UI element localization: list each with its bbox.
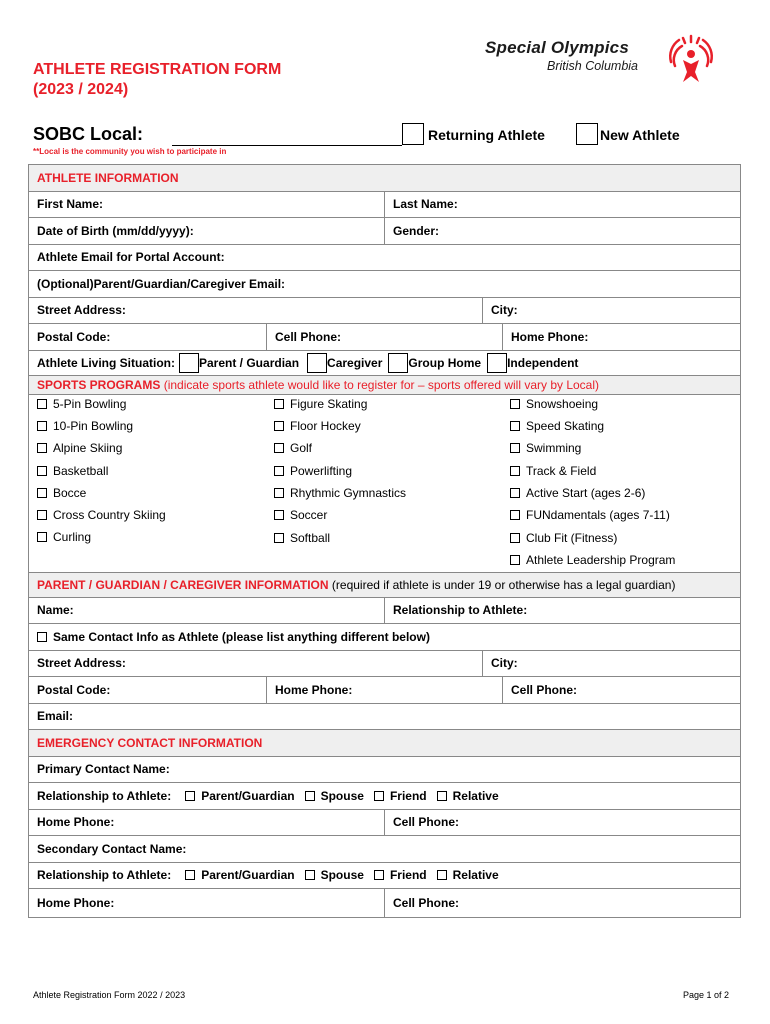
footer-form-name: Athlete Registration Form 2022 / 2023 xyxy=(33,990,186,1000)
sport-option[interactable] xyxy=(274,486,406,500)
independent-label: Independent xyxy=(507,355,579,370)
sport-checkbox[interactable] xyxy=(37,399,47,409)
sport-checkbox[interactable] xyxy=(274,421,284,431)
parent-name-field[interactable]: Name: xyxy=(37,603,74,618)
parent-heading: PARENT / GUARDIAN / CAREGIVER INFORMATION xyxy=(37,577,329,592)
rel-option-label: Spouse xyxy=(320,788,364,803)
sport-label: 5-Pin Bowling xyxy=(53,396,127,411)
sport-option[interactable] xyxy=(274,531,330,545)
new-athlete-checkbox[interactable] xyxy=(576,123,598,145)
sport-option[interactable] xyxy=(510,397,598,411)
relationship-label: Relationship to Athlete: xyxy=(37,868,172,883)
sports-heading-group xyxy=(29,376,599,394)
athlete-info-heading: ATHLETE INFORMATION xyxy=(37,170,179,185)
parent-guardian-checkbox[interactable] xyxy=(185,870,195,880)
parent-street-row xyxy=(29,651,740,678)
sport-option[interactable] xyxy=(274,397,367,411)
primary-relationship-row xyxy=(29,783,740,810)
returning-athlete-checkbox[interactable] xyxy=(402,123,424,145)
sport-checkbox[interactable] xyxy=(510,533,520,543)
parent-phone-row xyxy=(29,677,740,704)
sobc-local-field[interactable] xyxy=(172,145,402,146)
sobc-local-label: SOBC Local: xyxy=(33,124,144,144)
sport-checkbox[interactable] xyxy=(274,443,284,453)
sport-option[interactable] xyxy=(510,486,645,500)
parent-name-row xyxy=(29,598,740,625)
relationship-label: Relationship to Athlete: xyxy=(37,788,172,803)
name-row xyxy=(29,192,740,219)
logo-text-line1: Special Olympics xyxy=(485,38,629,57)
secondary-relationship-row xyxy=(29,863,740,890)
parent-email-row xyxy=(29,271,740,298)
sport-option[interactable] xyxy=(274,441,312,455)
sport-label: Athlete Leadership Program xyxy=(526,552,676,567)
sport-checkbox[interactable] xyxy=(274,399,284,409)
sport-checkbox[interactable] xyxy=(510,421,520,431)
sport-label: Floor Hockey xyxy=(290,418,361,433)
friend-checkbox[interactable] xyxy=(374,870,384,880)
footer-page-number: Page 1 of 2 xyxy=(683,990,730,1000)
relative-checkbox[interactable] xyxy=(437,870,447,880)
street-address-field[interactable]: Street Address: xyxy=(37,303,126,318)
spouse-checkbox[interactable] xyxy=(305,870,315,880)
sport-checkbox[interactable] xyxy=(37,532,47,542)
form-title-line1: ATHLETE REGISTRATION FORM xyxy=(33,61,282,78)
sport-option[interactable] xyxy=(37,441,122,455)
parent-info-header xyxy=(29,573,740,598)
sport-checkbox[interactable] xyxy=(510,399,520,409)
parent-email-field-2[interactable]: Email: xyxy=(37,709,74,724)
secondary-phone-row xyxy=(29,889,740,917)
sports-column-3 xyxy=(502,395,742,572)
athlete-info-header xyxy=(29,165,740,192)
parent-guardian-label: Parent / Guardian xyxy=(199,355,300,370)
sports-heading: SPORTS PROGRAMS xyxy=(37,377,161,392)
parent-email-field[interactable]: (Optional)Parent/Guardian/Caregiver Email: xyxy=(37,276,286,291)
primary-home-phone-field[interactable]: Home Phone: xyxy=(37,815,115,830)
form-title xyxy=(33,60,281,100)
email-row xyxy=(29,245,740,272)
same-contact-label: Same Contact Info as Athlete (please list anything different below) xyxy=(53,629,430,644)
group-home-checkbox[interactable] xyxy=(388,353,408,373)
street-row xyxy=(29,298,740,325)
living-situation-label: Athlete Living Situation: xyxy=(37,355,175,370)
sport-checkbox[interactable] xyxy=(510,466,520,476)
parent-postal-field[interactable]: Postal Code: xyxy=(37,682,111,697)
rel-option-label: Friend xyxy=(389,788,427,803)
sports-grid xyxy=(29,395,740,573)
sport-label: Snowshoeing xyxy=(526,396,599,411)
primary-contact-row xyxy=(29,757,740,784)
rel-option-label: Parent/Guardian xyxy=(201,788,295,803)
sport-checkbox[interactable] xyxy=(37,443,47,453)
sport-checkbox[interactable] xyxy=(274,466,284,476)
friend-checkbox[interactable] xyxy=(374,791,384,801)
parent-note: (required if athlete is under 19 or otherwise has a legal guardian) xyxy=(331,577,676,592)
sport-option[interactable] xyxy=(510,464,596,478)
sport-option[interactable] xyxy=(510,419,604,433)
same-contact-option[interactable] xyxy=(29,624,430,650)
sport-label: Powerlifting xyxy=(290,463,353,478)
sport-checkbox[interactable] xyxy=(510,443,520,453)
sport-label: Swimming xyxy=(526,440,582,455)
last-name-field[interactable]: Last Name: xyxy=(384,192,742,218)
parent-city-field[interactable]: City: xyxy=(482,651,742,677)
sport-option[interactable] xyxy=(510,553,675,567)
sport-checkbox[interactable] xyxy=(274,488,284,498)
sport-option[interactable] xyxy=(37,530,91,544)
home-phone-field[interactable]: Home Phone: xyxy=(502,324,742,350)
living-situation-row xyxy=(29,351,740,376)
primary-cell-phone-field[interactable]: Cell Phone: xyxy=(384,810,742,836)
sport-checkbox[interactable] xyxy=(510,488,520,498)
sport-option[interactable] xyxy=(37,508,166,522)
parent-home-phone-field[interactable]: Home Phone: xyxy=(266,677,502,703)
emergency-heading: EMERGENCY CONTACT INFORMATION xyxy=(37,735,263,750)
registration-form-table xyxy=(28,164,741,918)
phone-row xyxy=(29,324,740,351)
sport-option[interactable] xyxy=(510,441,581,455)
cell-phone-field[interactable]: Cell Phone: xyxy=(266,324,502,350)
sport-label: Track & Field xyxy=(526,463,597,478)
sport-label: Speed Skating xyxy=(526,418,605,433)
city-field[interactable]: City: xyxy=(482,298,742,324)
sport-checkbox[interactable] xyxy=(37,510,47,520)
sport-label: FUNdamentals (ages 7-11) xyxy=(526,507,670,522)
sport-label: Club Fit (Fitness) xyxy=(526,530,618,545)
parent-cell-phone-field[interactable]: Cell Phone: xyxy=(502,677,742,703)
sport-option[interactable] xyxy=(37,486,86,500)
parent-email-row xyxy=(29,704,740,731)
sport-label: Soccer xyxy=(290,507,328,522)
secondary-home-phone-field[interactable]: Home Phone: xyxy=(37,896,115,910)
logo-text-line2: British Columbia xyxy=(547,59,639,73)
emergency-header xyxy=(29,730,740,757)
first-name-field[interactable]: First Name: xyxy=(37,197,104,212)
sports-header xyxy=(29,376,740,395)
sport-label: Bocce xyxy=(53,485,87,500)
sport-label: Golf xyxy=(290,440,313,455)
primary-contact-field[interactable]: Primary Contact Name: xyxy=(37,762,170,777)
rel-option-label: Parent/Guardian xyxy=(201,868,295,883)
caregiver-checkbox[interactable] xyxy=(307,353,327,373)
sports-column-1 xyxy=(29,395,266,572)
sport-label: Active Start (ages 2-6) xyxy=(526,485,646,500)
same-contact-row xyxy=(29,624,740,651)
living-situation-group xyxy=(29,351,578,375)
same-contact-checkbox[interactable] xyxy=(37,632,47,642)
sport-option[interactable] xyxy=(37,464,108,478)
special-olympics-logo xyxy=(485,32,717,88)
sport-checkbox[interactable] xyxy=(510,555,520,565)
sport-label: Curling xyxy=(53,529,92,544)
returning-athlete-label: Returning Athlete xyxy=(428,127,545,143)
gender-field[interactable]: Gender: xyxy=(384,218,742,244)
sport-option[interactable] xyxy=(37,397,126,411)
dob-row xyxy=(29,218,740,245)
rel-option-label: Relative xyxy=(452,868,499,883)
parent-heading-group xyxy=(29,573,675,597)
sports-note: (indicate sports athlete would like to register for – sports offered will vary by Local) xyxy=(163,377,600,392)
postal-code-field[interactable]: Postal Code: xyxy=(37,329,111,344)
sport-checkbox[interactable] xyxy=(274,510,284,520)
new-athlete-label: New Athlete xyxy=(600,127,680,143)
rel-option-label: Spouse xyxy=(320,868,364,883)
sport-checkbox[interactable] xyxy=(510,510,520,520)
sport-option[interactable] xyxy=(274,464,352,478)
primary-relationship-group xyxy=(29,783,499,809)
secondary-contact-row xyxy=(29,836,740,863)
sport-checkbox[interactable] xyxy=(37,488,47,498)
sport-label: Alpine Skiing xyxy=(53,440,123,455)
rel-option-label: Friend xyxy=(389,868,427,883)
form-title-line2: (2023 / 2024) xyxy=(33,81,129,98)
sport-label: Cross Country Skiing xyxy=(53,507,166,522)
sport-checkbox[interactable] xyxy=(37,421,47,431)
spouse-checkbox[interactable] xyxy=(305,791,315,801)
group-home-label: Group Home xyxy=(408,355,482,370)
sport-option[interactable] xyxy=(274,419,361,433)
dob-field[interactable]: Date of Birth (mm/dd/yyyy): xyxy=(37,223,194,238)
primary-phone-row xyxy=(29,810,740,837)
secondary-cell-phone-field[interactable]: Cell Phone: xyxy=(384,889,742,917)
sport-label: Basketball xyxy=(53,463,109,478)
sport-option[interactable] xyxy=(510,508,670,522)
logo-figure-icon xyxy=(665,32,717,88)
parent-relationship-field[interactable]: Relationship to Athlete: xyxy=(384,598,742,624)
parent-guardian-checkbox[interactable] xyxy=(185,791,195,801)
rel-option-label: Relative xyxy=(452,788,499,803)
caregiver-label: Caregiver xyxy=(327,355,383,370)
sport-label: Figure Skating xyxy=(290,396,368,411)
parent-guardian-checkbox[interactable] xyxy=(179,353,199,373)
independent-checkbox[interactable] xyxy=(487,353,507,373)
sports-column-2 xyxy=(266,395,502,572)
sport-checkbox[interactable] xyxy=(37,466,47,476)
sport-option[interactable] xyxy=(274,508,327,522)
sport-option[interactable] xyxy=(37,419,133,433)
sport-checkbox[interactable] xyxy=(274,533,284,543)
relative-checkbox[interactable] xyxy=(437,791,447,801)
secondary-contact-field[interactable]: Secondary Contact Name: xyxy=(37,841,187,856)
sport-label: 10-Pin Bowling xyxy=(53,418,134,433)
secondary-relationship-group xyxy=(29,863,499,889)
local-note: **Local is the community you wish to participate in xyxy=(33,147,227,156)
sport-option[interactable] xyxy=(510,531,617,545)
sport-label: Rhythmic Gymnastics xyxy=(290,485,407,500)
sport-label: Softball xyxy=(290,530,331,545)
athlete-email-field[interactable]: Athlete Email for Portal Account: xyxy=(37,250,225,265)
parent-street-field[interactable]: Street Address: xyxy=(37,656,126,671)
